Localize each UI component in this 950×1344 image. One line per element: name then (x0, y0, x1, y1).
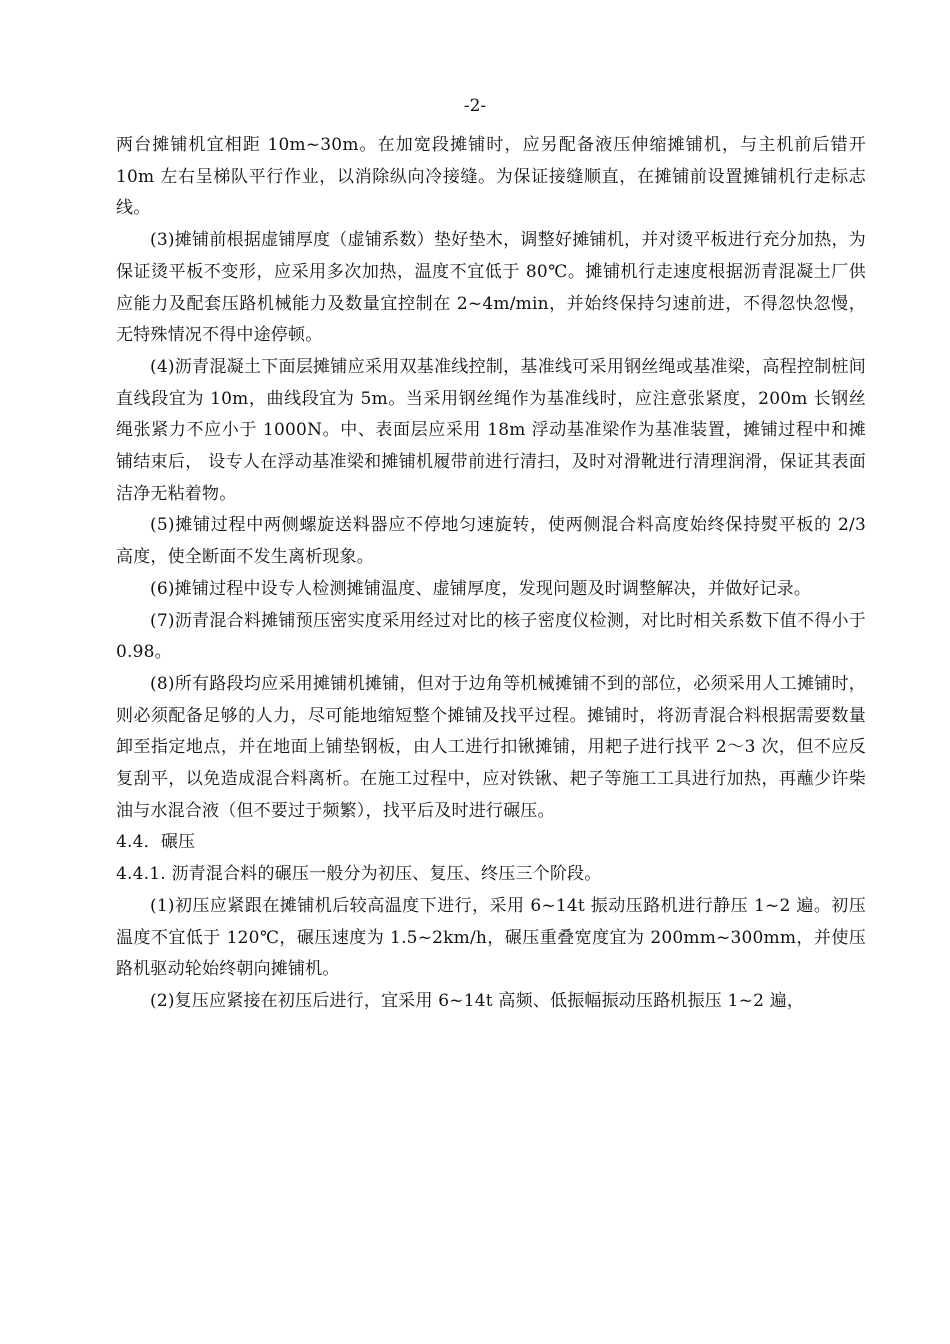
document-body (116, 130, 866, 1018)
paragraph-item-7: (7)沥青混合料摊铺预压密实度采用经过对比的核子密度仪检测，对比时相关系数下值不得小于 0.98。 (116, 610, 866, 663)
paragraph-continuation: 两台摊铺机宜相距 10m~30m。在加宽段摊铺时，应另配备液压伸缩摊铺机，与主机前后错开 10m 左右呈梯队平行作业，以消除纵向冷接缝。为保证接缝顺直，在摊铺前设置摊铺机行走标志线。 (116, 135, 866, 219)
paragraph-item-4: (4)沥青混凝土下面层摊铺应采用双基准线控制，基准线可采用钢丝绳或基准梁，高程控制桩间直线段宜为 10m，曲线段宜为 5m。当采用钢丝绳作为基准线时，应注意张紧度，200m 长钢丝绳张紧力不应小于 1000N。中、表面层应采用 18m 浮动基准梁作为基准装置，摊铺过程中和摊铺结束后， 设专人在浮动基准梁和摊铺机履带前进行清扫，及时对滑靴进行清理润滑，保证其表面洁净无粘着物。 (116, 356, 866, 504)
paragraph-initial-compaction: (1)初压应紧跟在摊铺机后较高温度下进行，采用 6~14t 振动压路机进行静压 1~2 遍。初压温度不宜低于 120℃，碾压速度为 1.5~2km/h，碾压重叠宽度宜为 200mm~300mm，并使压路机驱动轮始终朝向摊铺机。 (116, 895, 866, 980)
paragraph-item-8: (8)所有路段均应采用摊铺机摊铺，但对于边角等机械摊铺不到的部位，必须采用人工摊铺时，则必须配备足够的人力，尽可能地缩短整个摊铺及找平过程。摊铺时，将沥青混合料根据需要数量卸至指定地点，并在地面上铺垫钢板，由人工进行扣锹摊铺，用耙子进行找平 2～3 次，但不应反复刮平，以免造成混合料离析。在施工过程中，应对铁锹、耙子等施工工具进行加热，再蘸少许柴油与水混合液（但不要过于频繁），找平后及时进行碾压。 (116, 673, 866, 821)
paragraph-item-3: (3)摊铺前根据虚铺厚度（虚铺系数）垫好垫木，调整好摊铺机，并对烫平板进行充分加热，为保证烫平板不变形，应采用多次加热，温度不宜低于 80℃。摊铺机行走速度根据沥青混凝土厂供应能力及配套压路机械能力及数量宜控制在 2~4m/min，并始终保持匀速前进，不得忽快忽慢，无特殊情况不得中途停顿。 (116, 230, 866, 346)
subsection-heading: 4.4.1. 沥青混合料的碾压一般分为初压、复压、终压三个阶段。 (116, 864, 602, 885)
section-heading: 4.4．碾压 (116, 832, 196, 853)
paragraph-re-compaction: (2)复压应紧接在初压后进行，宜采用 6~14t 高频、低振幅振动压路机振压 1~2 遍， (150, 990, 805, 1011)
paragraph-item-5: (5)摊铺过程中两侧螺旋送料器应不停地匀速旋转，使两侧混合料高度始终保持熨平板的 2/3 高度，使全断面不发生离析现象。 (116, 515, 866, 568)
page-number: -2- (463, 96, 487, 116)
paragraph-item-6: (6)摊铺过程中设专人检测摊铺温度、虚铺厚度，发现问题及时调整解决，并做好记录。 (150, 578, 812, 599)
